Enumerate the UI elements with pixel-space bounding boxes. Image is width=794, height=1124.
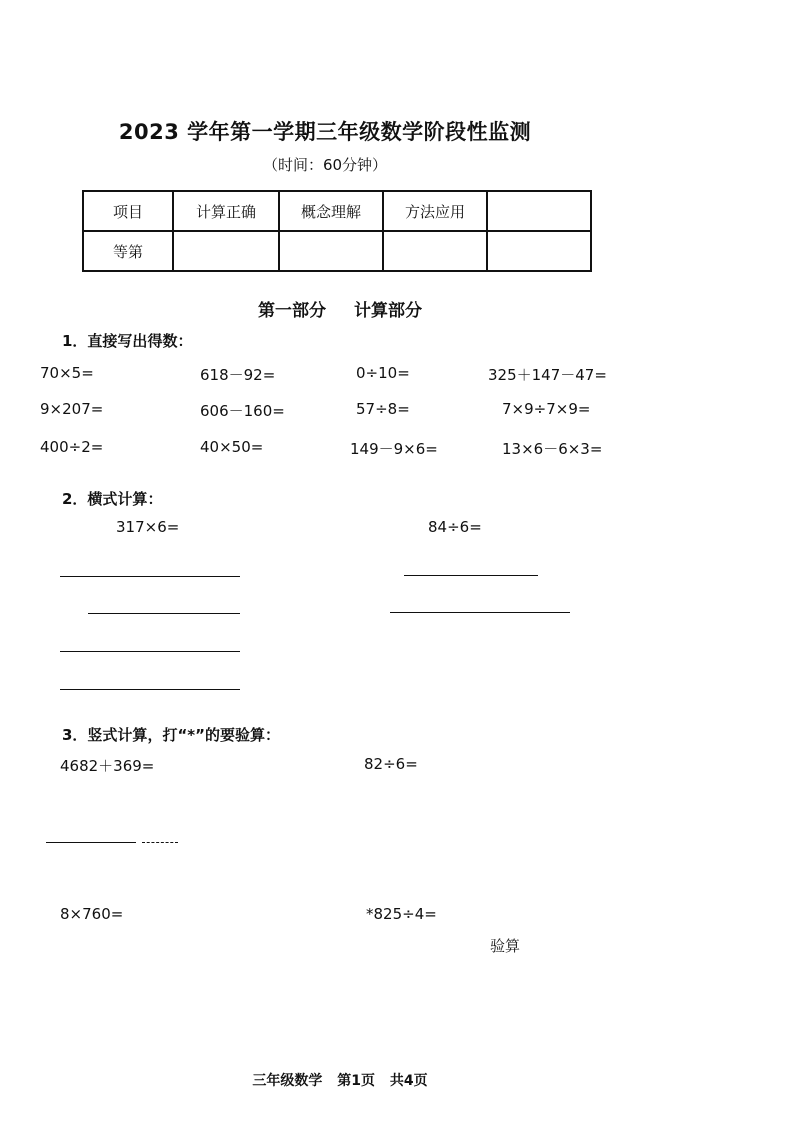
check-label: 验算 (490, 937, 521, 955)
column-header: 计算正确 (173, 191, 279, 231)
q2-heading: 2．横式计算： (62, 490, 163, 508)
column-header (487, 191, 591, 231)
table-row (83, 191, 591, 231)
page-footer: 三年级数学 第1页 共4页 (252, 1073, 428, 1089)
answer-line[interactable] (88, 613, 240, 614)
grade-cell[interactable] (383, 231, 487, 271)
q3-problem: *825÷4= (366, 905, 437, 923)
q2-problem: 84÷6= (428, 518, 482, 536)
q1-expression: 57÷8= (356, 400, 410, 418)
scribble-line (142, 842, 178, 843)
q1-expression: 606－160= (200, 402, 285, 420)
q1-expression: 618－92= (200, 366, 276, 384)
answer-line[interactable] (60, 689, 240, 690)
answer-line[interactable] (60, 651, 240, 652)
page-title: 2023 学年第一学期三年级数学阶段性监测 (118, 120, 532, 144)
section-title: 第一部分 计算部分 (258, 301, 422, 321)
grade-cell[interactable] (487, 231, 591, 271)
q3-problem: 8×760= (60, 905, 124, 923)
column-header: 方法应用 (383, 191, 487, 231)
grade-cell[interactable] (279, 231, 383, 271)
grade-cell[interactable] (173, 231, 279, 271)
grade-table (82, 190, 592, 272)
q1-expression: 149－9×6= (350, 440, 438, 458)
q1-expression: 325＋147－47= (488, 366, 607, 384)
answer-line[interactable] (404, 575, 538, 576)
table-row (83, 231, 591, 271)
q3-problem: 82÷6= (364, 755, 418, 773)
q1-expression: 13×6－6×3= (502, 440, 603, 458)
q1-heading: 1．直接写出得数： (62, 332, 193, 350)
row-label-item: 项目 (83, 191, 173, 231)
q2-problem: 317×6= (116, 518, 180, 536)
q1-expression: 7×9÷7×9= (502, 400, 591, 418)
q3-heading: 3．竖式计算，打“*”的要验算： (62, 726, 280, 744)
q1-expression: 9×207= (40, 400, 104, 418)
q1-expression: 0÷10= (356, 364, 410, 382)
scribble-line (46, 842, 136, 843)
column-header: 概念理解 (279, 191, 383, 231)
row-label-grade: 等第 (83, 231, 173, 271)
answer-line[interactable] (60, 576, 240, 577)
q1-expression: 40×50= (200, 438, 264, 456)
answer-line[interactable] (390, 612, 570, 613)
time-limit: （时间：60分钟） (262, 156, 388, 174)
q1-expression: 70×5= (40, 364, 94, 382)
q1-expression: 400÷2= (40, 438, 104, 456)
q3-problem: 4682＋369= (60, 757, 155, 775)
